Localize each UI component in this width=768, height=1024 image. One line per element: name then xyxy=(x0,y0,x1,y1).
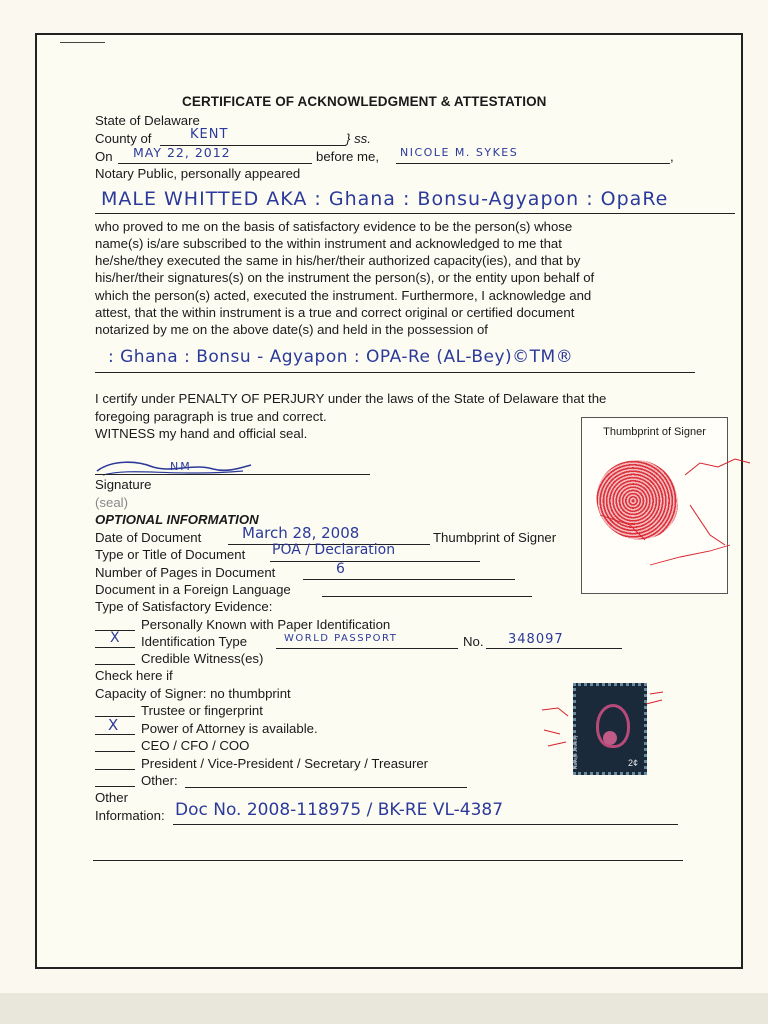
information-value: Doc No. 2008-118975 / BK-RE VL-4387 xyxy=(175,800,504,820)
acknowledgment-date: MAY 22, 2012 xyxy=(133,145,231,160)
on-line-comma: , xyxy=(670,149,674,164)
optional-heading: OPTIONAL INFORMATION xyxy=(95,512,259,527)
on-label: On xyxy=(95,149,113,164)
appeared-name: MALE WHITTED AKA : Ghana : Bonsu-Agyapon : OpaRe xyxy=(101,188,669,210)
corner-mark xyxy=(60,42,105,43)
body-line: attest, that the within instrument is a true and correct original or certified document xyxy=(95,305,575,320)
personally-known-label: Personally Known with Paper Identification xyxy=(141,617,391,632)
poa-check-mark: X xyxy=(108,716,119,734)
information-underline xyxy=(173,810,678,825)
possession-underline xyxy=(95,356,695,373)
information-label: Information: xyxy=(95,808,165,823)
page-count-label: Number of Pages in Document xyxy=(95,565,276,580)
checkbox-ceo[interactable] xyxy=(95,738,135,752)
identification-type-value: WORLD PASSPORT xyxy=(284,633,398,644)
document-type-value: POA / Declaration xyxy=(272,542,396,558)
scan-bottom-strip xyxy=(0,993,768,1024)
trustee-label: Trustee or fingerprint xyxy=(141,703,263,718)
check-here-label: Check here if xyxy=(95,668,173,683)
checkbox-president[interactable] xyxy=(95,756,135,770)
signature-initials: NM xyxy=(170,460,192,473)
state-label: State of Delaware xyxy=(95,113,200,128)
signature-line xyxy=(95,460,370,475)
page-count-value: 6 xyxy=(336,561,345,577)
certify-line: foregoing paragraph is true and correct. xyxy=(95,409,327,424)
notary-public-line: Notary Public, personally appeared xyxy=(95,166,301,181)
checkbox-credible-witness[interactable] xyxy=(95,651,135,665)
other-blank xyxy=(185,773,467,788)
county-value: KENT xyxy=(190,127,229,142)
evidence-heading: Type of Satisfactory Evidence: xyxy=(95,599,273,614)
checkbox-personally-known[interactable] xyxy=(95,617,135,631)
president-label: President / Vice-President / Secretary / Treasurer xyxy=(141,756,429,771)
bottom-rule xyxy=(93,846,683,861)
county-label: County of xyxy=(95,131,152,146)
seal-label: (seal) xyxy=(95,495,128,510)
checkbox-trustee[interactable] xyxy=(95,703,135,717)
certify-line: I certify under PENALTY OF PERJURY under the laws of the State of Delaware that the xyxy=(95,391,607,406)
certify-line: WITNESS my hand and official seal. xyxy=(95,426,308,441)
body-line: notarized by me on the above date(s) and held in the possession of xyxy=(95,322,488,337)
identification-check-mark: X xyxy=(110,630,120,646)
capacity-label: Capacity of Signer: no thumbprint xyxy=(95,686,291,701)
document-type-label: Type or Title of Document xyxy=(95,547,246,562)
stamp-value: 2¢ xyxy=(627,758,638,768)
identification-type-label: Identification Type xyxy=(141,634,248,649)
id-number-value: 348097 xyxy=(508,632,564,647)
stamp-red-scribbles xyxy=(538,690,668,760)
power-of-attorney-label: Power of Attorney is available. xyxy=(141,721,318,736)
body-line: his/her/their signatures(s) on the instrument the person(s), or the entity upon behalf of xyxy=(95,270,595,285)
signature-label: Signature xyxy=(95,477,152,492)
credible-witness-label: Credible Witness(es) xyxy=(141,651,264,666)
date-of-document-label: Date of Document xyxy=(95,530,202,545)
body-line: he/she/they executed the same in his/her/their authorized capacity(ies), and that by xyxy=(95,253,581,268)
county-ss: } ss. xyxy=(346,131,371,146)
appeared-name-underline xyxy=(95,196,735,214)
possession-name: : Ghana : Bonsu - Agyapon : OPA-Re (AL-Bey)©TM® xyxy=(108,347,574,367)
thumbprint-box-label: Thumbprint of Signer xyxy=(603,426,706,438)
red-ink-annotations xyxy=(590,445,755,595)
body-line: who proved to me on the basis of satisfactory evidence to be the person(s) whose xyxy=(95,219,573,234)
notary-name: NICOLE M. SYKES xyxy=(400,146,519,159)
ceo-label: CEO / CFO / COO xyxy=(141,738,250,753)
before-me-label: before me, xyxy=(316,149,380,164)
date-of-document-value: March 28, 2008 xyxy=(242,524,360,542)
id-number-label: No. xyxy=(463,634,484,649)
page-count-blank xyxy=(303,565,515,580)
foreign-language-label: Document in a Foreign Language xyxy=(95,582,291,597)
county-blank xyxy=(160,131,346,146)
other-colon-label: Other: xyxy=(141,773,178,788)
other-label: Other xyxy=(95,790,128,805)
body-line: name(s) is/are subscribed to the within instrument and acknowledged to me that xyxy=(95,236,562,251)
certificate-title: CERTIFICATE OF ACKNOWLEDGMENT & ATTESTATION xyxy=(182,94,547,109)
checkbox-other[interactable] xyxy=(95,773,135,787)
stamp-name: Navajo Jewelry xyxy=(573,735,579,769)
thumbprint-inline-label: Thumbprint of Signer xyxy=(433,530,557,545)
body-line: which the person(s) acted, executed the instrument. Furthermore, I acknowledge and xyxy=(95,288,592,303)
foreign-language-blank xyxy=(322,582,532,597)
